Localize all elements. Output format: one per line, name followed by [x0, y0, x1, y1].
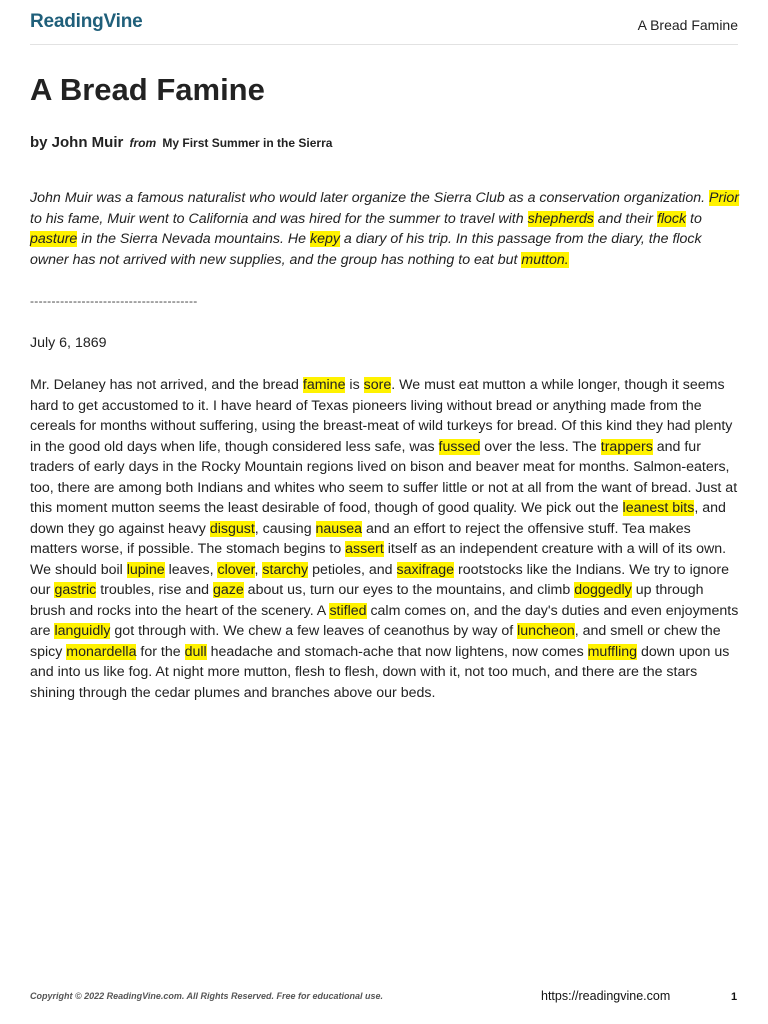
diary-entry-paragraph — [30, 375, 740, 703]
footer-url-link[interactable]: https://readingvine.com — [541, 989, 671, 1003]
text-segment: rootstocks like the Indians. We try to ignore our — [30, 561, 730, 598]
highlighted-vocab-word: starchy — [262, 561, 309, 578]
text-segment: in the Sierra Nevada mountains. He — [77, 231, 310, 248]
highlighted-vocab-word: shepherds — [527, 210, 594, 227]
text-segment: down upon us and into us like fog. At night more mutton, flesh to flesh, down with it, not too much, and there are the stars shining through the cedar plumes and branches above our beds. — [30, 643, 730, 701]
text-segment: , causing — [254, 520, 316, 537]
highlighted-vocab-word: gastric — [54, 582, 97, 598]
text-segment: petioles, and — [308, 561, 397, 578]
highlighted-vocab-word: sore — [363, 377, 392, 393]
highlighted-vocab-word: dull — [184, 643, 207, 660]
text-segment: a diary of his trip. In this passage from the diary, the flock owner has not arrived with new supplies, and the group has nothing to eat but — [30, 231, 702, 269]
page-number: 1 — [731, 991, 738, 1003]
text-segment: . We must eat mutton a while longer, though it seems hard to get accustomed to it. I have heard of Texas pioneers living without bread or anything made from the cereals for months without suffering, using the breast-meat of wild turkeys for bread. Of this kind they had plenty in the good old days when life, though considered less safe, was — [30, 377, 733, 455]
text-segment: about us, turn our eyes to the mountains, and climb — [243, 582, 575, 598]
text-segment: for the — [136, 643, 185, 660]
text-segment: is — [345, 377, 364, 393]
text-segment: John Muir was a famous naturalist who would later organize the Sierra Club as a conservation organization. — [30, 190, 709, 206]
highlighted-vocab-word: saxifrage — [396, 561, 455, 578]
highlighted-vocab-word: luncheon — [517, 623, 575, 639]
highlighted-vocab-word: assert — [345, 541, 384, 557]
highlighted-vocab-word: stifled — [329, 602, 367, 619]
highlighted-vocab-word: monardella — [66, 643, 137, 660]
page-header — [30, 10, 738, 45]
highlighted-vocab-word: languidly — [54, 623, 111, 639]
highlighted-vocab-word: clover — [217, 561, 255, 578]
highlighted-vocab-word: kepy — [309, 231, 340, 248]
highlighted-vocab-word: disgust — [209, 520, 255, 537]
text-segment: calm comes on, and the day's duties and even enjoyments are — [30, 602, 739, 639]
text-segment: , and down they go against heavy — [30, 500, 726, 537]
text-segment: itself as an independent creature with a will of its own. We should boil — [30, 541, 727, 578]
text-segment: and fur traders of early days in the Rocky Mountain regions lived on bison and beaver meat for months. Salmon-eaters, too, there are among both Indians and whites who seem to suffer little or not at all from the want of bread. Just at this moment mutton seems the least desirable of food, though of good quality. We pick out the — [30, 438, 738, 516]
highlighted-vocab-word: muffling — [587, 643, 638, 660]
highlighted-vocab-word: lupine — [126, 561, 165, 578]
highlighted-vocab-word: flock — [656, 210, 687, 227]
highlighted-vocab-word: trappers — [600, 438, 653, 455]
intro-paragraph — [30, 188, 740, 271]
section-divider: --------------------------------------- — [30, 294, 198, 308]
text-segment: leaves, — [164, 561, 218, 578]
text-segment: and their — [593, 210, 657, 227]
highlighted-vocab-word: doggedly — [574, 582, 632, 598]
text-segment: , — [254, 561, 263, 578]
book-title: My First Summer in the Sierra — [162, 136, 333, 150]
readingvine-logo[interactable]: ReadingVine — [30, 11, 143, 32]
highlighted-vocab-word: famine — [302, 377, 346, 393]
text-segment: over the less. The — [480, 438, 601, 455]
text-segment: and an effort to reject the offensive stuff. Tea makes matters worse, if possible. The stomach begins to — [30, 520, 691, 557]
text-segment: headache and stomach-ache that now lightens, now comes — [206, 643, 588, 660]
text-segment: to his fame, Muir went to California and was hired for the summer to travel with — [30, 210, 528, 227]
text-segment: Mr. Delaney has not arrived, and the bread — [30, 377, 303, 393]
text-segment: to — [686, 210, 702, 227]
author: by John Muir — [30, 134, 124, 151]
page-title: A Bread Famine — [30, 72, 265, 107]
text-segment: , and smell or chew the spicy — [30, 623, 721, 660]
footer-copyright: Copyright © 2022 ReadingVine.com. All Rights Reserved. Free for educational use. — [30, 991, 384, 1001]
highlighted-vocab-word: gaze — [212, 582, 244, 598]
byline — [30, 134, 332, 151]
from-label: from — [129, 136, 157, 150]
text-segment: troubles, rise and — [96, 582, 213, 598]
highlighted-vocab-word: pasture — [30, 231, 78, 248]
text-segment: up through brush and rocks into the heart of the scenery. A — [30, 582, 704, 619]
diary-date: July 6, 1869 — [30, 335, 107, 351]
highlighted-vocab-word: fussed — [438, 438, 481, 455]
highlighted-vocab-word: leanest bits — [622, 500, 695, 516]
highlighted-vocab-word: Prior — [709, 190, 739, 206]
highlighted-vocab-word: mutton. — [521, 252, 569, 269]
highlighted-vocab-word: nausea — [315, 520, 363, 537]
text-segment: got through with. We chew a few leaves of ceanothus by way of — [110, 623, 518, 639]
header-title: A Bread Famine — [637, 17, 738, 33]
